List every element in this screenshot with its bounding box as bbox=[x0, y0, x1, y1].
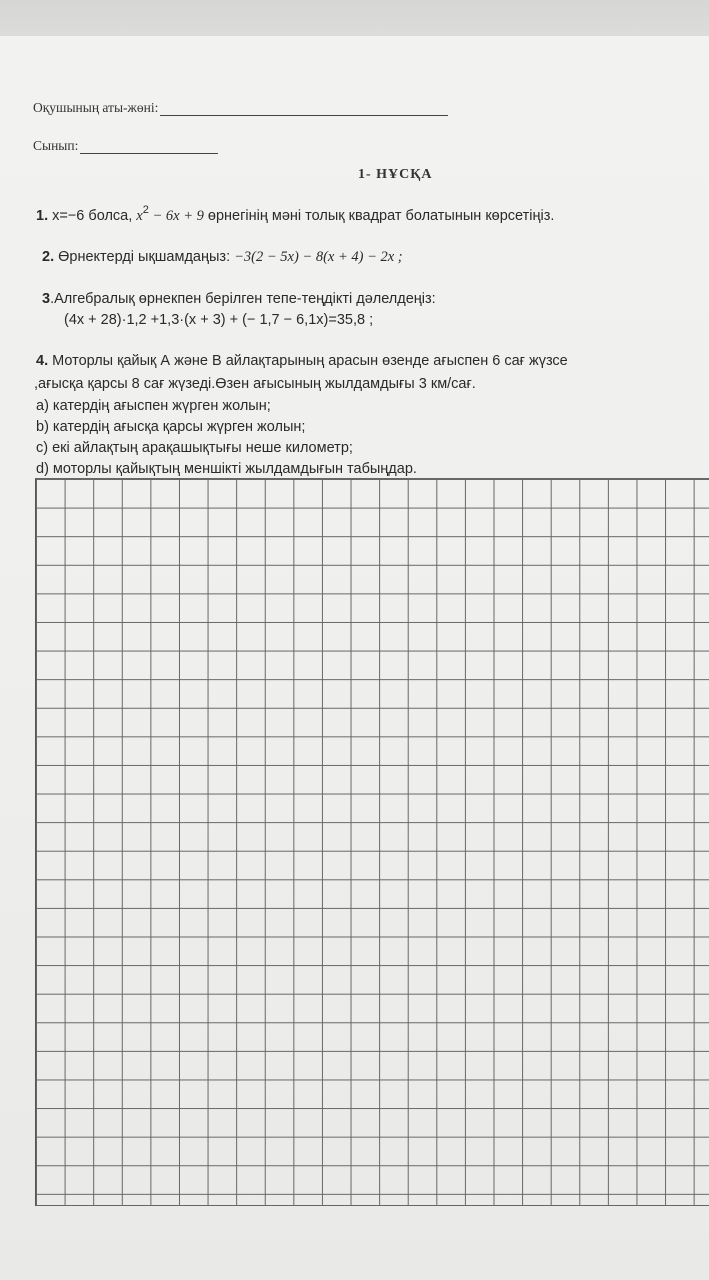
variant-title: 1- НҰСҚА bbox=[358, 167, 433, 182]
question-4 bbox=[36, 352, 568, 370]
question-1-text-a: x=−6 болса, bbox=[52, 208, 137, 224]
student-name-label: Оқушының аты-жөні: bbox=[33, 100, 159, 115]
question-1-x2-base: x bbox=[136, 208, 143, 224]
question-4-line-1: Моторлы қайық А және В айлақтарының арасын өзенде ағыспен 6 сағ жүзсе bbox=[48, 353, 568, 369]
question-2 bbox=[42, 248, 403, 266]
question-1-expression: − 6x + 9 bbox=[148, 208, 204, 224]
question-2-expression: −3(2 − 5x) − 8(x + 4) − 2x ; bbox=[234, 249, 403, 265]
question-4-number: 4. bbox=[36, 353, 49, 369]
question-1-text-c: өрнегінің мәні толық квадрат болатынын көрсетіңіз. bbox=[203, 208, 555, 224]
question-3 bbox=[42, 290, 436, 308]
class-underline bbox=[80, 139, 218, 154]
paper-top-edge bbox=[0, 0, 709, 36]
question-4-line-2: ,ағысқа қарсы 8 сағ жүзеді.Өзен ағысының жылдамдығы 3 км/сағ. bbox=[34, 376, 476, 392]
question-4-part-a: а) катердің ағыспен жүрген жолын; bbox=[36, 398, 271, 414]
answer-grid bbox=[35, 478, 709, 1206]
question-1-x2-exponent: 2 bbox=[142, 204, 149, 216]
class-label: Сынып: bbox=[33, 138, 79, 153]
question-4-part-d: d) моторлы қайықтың меншікті жылдамдығын табыңдар. bbox=[36, 461, 417, 477]
question-3-expression: (4x + 28)·1,2 +1,3·(x + 3) + (− 1,7 − 6,1x)=35,8 ; bbox=[64, 312, 374, 328]
question-2-text: Өрнектерді ықшамдаңыз: bbox=[58, 249, 235, 265]
question-1 bbox=[36, 204, 555, 226]
question-3-number: 3 bbox=[42, 291, 51, 307]
question-4-part-b: b) катердің ағысқа қарсы жүрген жолын; bbox=[36, 419, 306, 435]
question-4-part-c: c) екі айлақтың арақашықтығы неше километр; bbox=[36, 440, 353, 456]
student-name-underline bbox=[160, 101, 448, 116]
student-name-field bbox=[33, 96, 448, 116]
question-2-number: 2. bbox=[42, 249, 55, 265]
question-3-text: .Алгебралық өрнекпен берілген тепе-теңдікті дәлелдеңіз: bbox=[50, 291, 436, 307]
question-1-number: 1. bbox=[36, 208, 49, 224]
class-field bbox=[33, 134, 218, 154]
